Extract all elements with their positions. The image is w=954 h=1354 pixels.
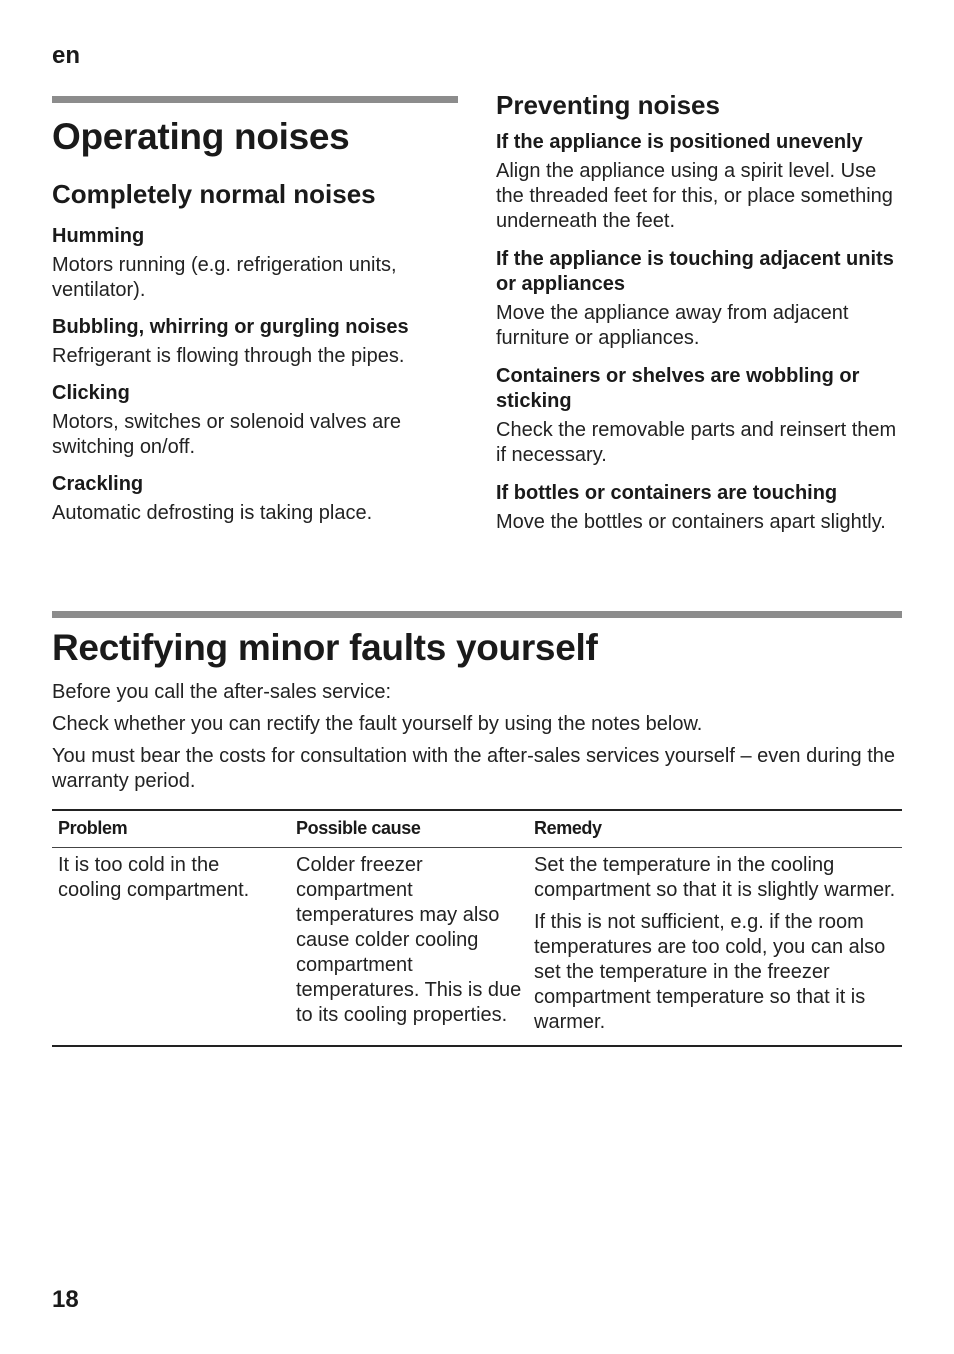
operating-noises-title: Operating noises	[52, 116, 350, 157]
column-header-remedy: Remedy	[528, 810, 902, 848]
table-header-row	[52, 810, 902, 848]
remedy-paragraph: Set the temperature in the cooling compartment so that it is slightly warmer.	[534, 854, 896, 901]
column-header-problem: Problem	[52, 810, 290, 848]
noise-item-title: Clicking	[52, 382, 130, 404]
page-number: 18	[52, 1286, 79, 1313]
section-rule	[52, 611, 902, 618]
noise-item-text: Motors, switches or solenoid valves are switching on/off.	[52, 411, 402, 458]
cause-cell: Colder freezer compartment temperatures may also cause colder cooling compartment temperatures. This is due to its cooling properties.	[290, 848, 528, 1047]
section-rule	[52, 96, 458, 103]
prevent-item-text: Align the appliance using a spirit level. Use the threaded feet for this, or place something underneath the feet.	[496, 160, 893, 232]
noise-item-title: Bubbling, whirring or gurgling noises	[52, 316, 409, 338]
intro-paragraph: You must bear the costs for consultation with the after-sales services yourself – even during the warranty period.	[52, 745, 896, 792]
remedy-paragraph: If this is not sufficient, e.g. if the room temperatures are too cold, you can also set the temperature in the freezer compartment temperature so that it is warmer.	[534, 911, 886, 1033]
minor-faults-section	[52, 624, 902, 794]
prevent-item-text: Move the appliance away from adjacent furniture or appliances.	[496, 302, 849, 349]
noise-item-text: Motors running (e.g. refrigeration units, ventilator).	[52, 254, 397, 301]
intro-paragraph: Check whether you can rectify the fault yourself by using the notes below.	[52, 713, 703, 735]
prevent-item-title: Containers or shelves are wobbling or sticking	[496, 365, 860, 412]
prevent-item-text: Check the removable parts and reinsert them if necessary.	[496, 419, 897, 466]
prevent-item-title: If the appliance is positioned unevenly	[496, 131, 863, 153]
table-row	[52, 848, 902, 1047]
noise-item-text: Automatic defrosting is taking place.	[52, 502, 373, 524]
column-header-cause: Possible cause	[290, 810, 528, 848]
noise-item-title: Crackling	[52, 473, 144, 495]
prevent-item-title: If the appliance is touching adjacent units or appliances	[496, 248, 894, 295]
intro-paragraph: Before you call the after-sales service:	[52, 681, 392, 703]
normal-noises-heading: Completely normal noises	[52, 179, 376, 209]
minor-faults-title: Rectifying minor faults yourself	[52, 627, 598, 668]
preventing-noises-section	[496, 88, 902, 535]
preventing-noises-heading: Preventing noises	[496, 90, 720, 120]
problem-cell: It is too cold in the cooling compartment.	[52, 848, 290, 1047]
noise-item-title: Humming	[52, 225, 145, 247]
noise-item-text: Refrigerant is flowing through the pipes.	[52, 345, 405, 367]
prevent-item-text: Move the bottles or containers apart slightly.	[496, 511, 886, 533]
remedy-cell	[528, 848, 902, 1047]
faults-table	[52, 809, 902, 1047]
operating-noises-section	[52, 96, 458, 526]
prevent-item-title: If bottles or containers are touching	[496, 482, 838, 504]
language-code: en	[52, 42, 81, 69]
